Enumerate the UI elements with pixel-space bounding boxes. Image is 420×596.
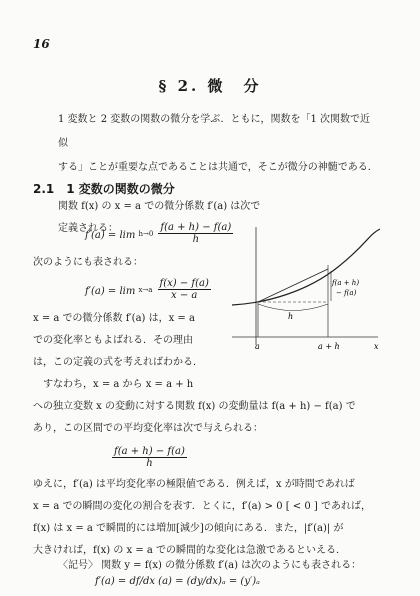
- text-line: での変化率ともよばれる．その理由: [33, 335, 193, 346]
- numerator: f(x) − f(a): [159, 278, 209, 289]
- h-brace: [258, 304, 328, 311]
- full-paragraph: [33, 396, 393, 440]
- section-title: § 2. 微 分: [158, 77, 262, 95]
- h-label: h: [288, 312, 294, 321]
- limit-subscript: h→0: [138, 229, 154, 238]
- average-rate-formula: [112, 446, 187, 469]
- secant-line: [258, 269, 328, 302]
- text-line: x = a での瞬間の変化の割合を表す．とくに，f′(a) > 0 [ < 0 ] であれば，: [33, 501, 371, 512]
- denominator: x − a: [171, 290, 198, 301]
- numerator: f(a + h) − f(a): [160, 222, 232, 233]
- derivative-diagram: [228, 225, 388, 355]
- fraction: [158, 278, 211, 301]
- text-line: x = a での微分係数 f′(a) は，x = a: [33, 313, 195, 324]
- formula-lhs: f′(a) = lim: [85, 286, 136, 297]
- fraction: [158, 222, 233, 245]
- limit-subscript: x→a: [138, 285, 153, 294]
- intro-line: する」ことが重要な点であることは共通で，そこが微分の神髄である．: [58, 162, 378, 173]
- notation-formula: f′(a) = df/dx (a) = (dy/dx)ₐ = (y′)ₐ: [95, 576, 260, 587]
- intro-line: 1 変数と 2 変数の関数の微分を学ぶ．ともに，関数を「1 次関数で近似: [58, 114, 371, 149]
- minus-f-a-label: − f(a): [336, 289, 357, 297]
- a-plus-h-tick-label: a + h: [318, 342, 340, 351]
- a-tick-label: a: [255, 342, 260, 351]
- text-line: ゆえに，f′(a) は平均変化率の極限値である．例えば，x が時間であれば: [33, 479, 355, 490]
- text-line: 大きければ，f(x) の x = a での瞬間的な変化は急激であるといえる．: [33, 545, 347, 556]
- intro-paragraph: [58, 108, 378, 180]
- function-curve: [232, 229, 380, 305]
- page-number: 16: [33, 37, 50, 51]
- definition-intro: 関数 f(x) の x = a での微分係数 f′(a) は次で定義される：: [58, 201, 261, 234]
- formula-lhs: f′(a) = lim: [85, 230, 136, 241]
- text-line: あり，この区間での平均変化率は次で与えられる：: [33, 423, 263, 434]
- definition-formula-2: [85, 278, 211, 301]
- alt-form-intro: 次のようにも表される：: [33, 257, 143, 268]
- definition-formula-1: [85, 222, 233, 245]
- denominator: h: [146, 458, 153, 469]
- explanation-paragraph: [33, 474, 398, 562]
- x-axis-label: x: [374, 342, 379, 351]
- denominator: h: [192, 234, 200, 245]
- subsection-title: 2.1 1 変数の関数の微分: [33, 182, 175, 196]
- numerator: f(a + h) − f(a): [114, 446, 185, 457]
- fraction: [112, 446, 187, 469]
- text-line: への独立変数 x の変動に対する関数 f(x) の変動量は f(a + h) − f(a) で: [33, 401, 356, 412]
- left-paragraph: [33, 308, 233, 396]
- notation-line: 〈記号〉 関数 y = f(x) の微分係数 f′(a) は次のようにも表される：: [58, 560, 362, 571]
- text-line: f(x) は x = a で瞬間的には増加[減少]の傾向にある．また，|f′(a)| が: [33, 523, 344, 534]
- f-a-plus-h-label: f(a + h): [332, 279, 360, 287]
- text-line: すなわち，x = a から x = a + h: [33, 379, 194, 390]
- text-line: は，この定義の式を考えればわかる．: [33, 357, 203, 368]
